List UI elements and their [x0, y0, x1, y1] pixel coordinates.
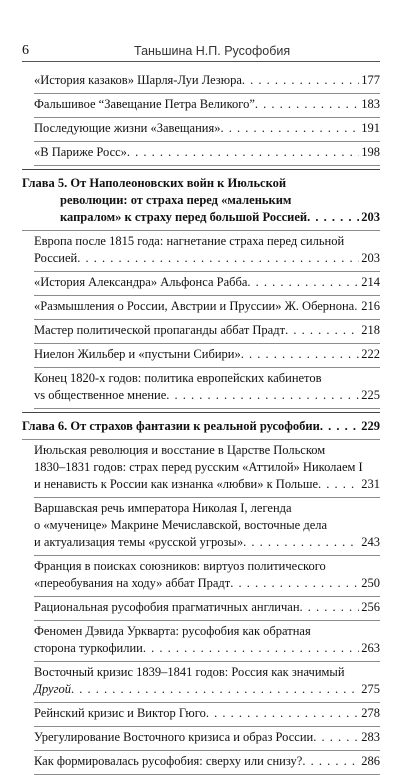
- toc-entry-line: Варшавская речь императора Николая I, легенда: [34, 501, 292, 515]
- leader-dots: [243, 534, 359, 551]
- toc-entry[interactable]: [34, 142, 380, 166]
- toc-entry-page: 243: [361, 535, 380, 549]
- toc-entry-title: сторона туркофилии: [34, 641, 143, 655]
- toc-entry-page: 275: [361, 682, 380, 696]
- chapter-6-title: Глава 6. От страхов фантазии к реальной русофобии: [22, 419, 320, 433]
- toc-entry-title: Россией: [34, 251, 78, 265]
- toc-entry[interactable]: [34, 118, 380, 142]
- toc-entry-line: Европа после 1815 года: нагнетание страха перед сильной: [34, 234, 345, 248]
- toc-entry-page: 283: [361, 730, 380, 744]
- leader-dots: [247, 274, 359, 291]
- toc-entry-last-line: [34, 575, 380, 592]
- toc-entry-title: «Размышления о России, Австрии и Пруссии» Ж. Обернона: [34, 299, 355, 313]
- toc-entry-title: «История Александра» Альфонса Рабба: [34, 275, 248, 289]
- toc-entry-page: 214: [361, 275, 380, 289]
- toc-entry-line: Феномен Дэвида Уркварта: русофобия как обратная: [34, 624, 311, 638]
- toc-entry-last-line: [34, 729, 380, 746]
- toc-entry[interactable]: [34, 344, 380, 368]
- chapter-5-title-line: революции: от страха перед «маленьким: [60, 193, 292, 207]
- chapter-5-title-line: Глава 5. От Наполеоновских войн к Июльской: [22, 176, 287, 190]
- toc-entry-line: 1830–1831 годов: страх перед русским «Аттилой» Николаем I: [34, 460, 363, 474]
- leader-dots: [230, 575, 359, 592]
- toc-section-ch5: [22, 231, 380, 409]
- toc-entry-line: о «мученице» Макрине Мечиславской, восточные дела: [34, 518, 328, 532]
- toc-entry-page: 203: [361, 251, 380, 265]
- toc-entry-title: Урегулирование Восточного кризиса и образ России: [34, 730, 314, 744]
- toc-entry-title: «История казаков» Шарля-Луи Лезюра: [34, 73, 242, 87]
- toc-entry[interactable]: [34, 272, 380, 296]
- toc-entry[interactable]: [34, 296, 380, 320]
- toc-entry-page: 198: [361, 145, 380, 159]
- leader-dots: [241, 346, 360, 363]
- leader-dots: [302, 753, 359, 770]
- toc-entry-title: vs общественное мнение: [34, 388, 167, 402]
- toc-entry-page: 278: [361, 706, 380, 720]
- toc-entry[interactable]: [34, 320, 380, 344]
- leader-dots: [318, 476, 359, 493]
- toc-entry-last-line: [34, 346, 380, 363]
- toc-entry[interactable]: [34, 597, 380, 621]
- toc-entry-last-line: [34, 681, 380, 698]
- toc-entry-last-line: [34, 274, 380, 291]
- toc-entry[interactable]: [34, 70, 380, 94]
- toc-entry-title: и актуализация темы «русской угрозы»: [34, 535, 244, 549]
- toc-entry[interactable]: [34, 662, 380, 703]
- toc-entry-last-line: [34, 250, 380, 267]
- toc-entry-page: 216: [361, 299, 380, 313]
- toc-entry-line: Конец 1820-х годов: политика европейских кабинетов: [34, 371, 322, 385]
- toc-entry-last-line: [34, 72, 380, 89]
- leader-dots: [166, 387, 359, 404]
- toc-entry-last-line: [34, 534, 380, 551]
- toc-entry[interactable]: [34, 440, 380, 498]
- toc-entry-last-line: [34, 640, 380, 657]
- toc-section-ch6: [22, 440, 380, 775]
- leader-dots: [71, 681, 359, 698]
- toc-entry[interactable]: [34, 556, 380, 597]
- toc-entry[interactable]: [34, 621, 380, 662]
- toc-entry-title: Мастер политической пропаганды аббат Прадт: [34, 323, 286, 337]
- leader-dots: [220, 120, 359, 137]
- leader-dots: [77, 250, 359, 267]
- toc-entry[interactable]: [34, 751, 380, 775]
- toc-entry-page: 250: [361, 576, 380, 590]
- toc-entry-last-line: [34, 387, 380, 404]
- toc-entry-page: 177: [361, 73, 380, 87]
- toc-entry-title: и ненависть к России как изнанка «любви» к Польше: [34, 477, 319, 491]
- toc-entry-last-line: [34, 322, 380, 339]
- running-title: Таньшина Н.П. Русофобия: [134, 44, 291, 58]
- toc-entry-title: Другой: [34, 682, 71, 696]
- toc-entry-last-line: [34, 705, 380, 722]
- toc-entry-page: 225: [361, 388, 380, 402]
- toc-entry-line: Франция в поисках союзников: виртуоз политического: [34, 559, 326, 573]
- toc-entry-page: 263: [361, 641, 380, 655]
- leader-dots: [307, 209, 359, 226]
- toc-entry-title: Последующие жизни «Завещания»: [34, 121, 221, 135]
- toc-entry-title: Ниелон Жильбер и «пустыни Сибири»: [34, 347, 241, 361]
- leader-dots: [206, 705, 359, 722]
- toc-entry-title: «В Париже Росс»: [34, 145, 127, 159]
- toc-entry-page: 218: [361, 323, 380, 337]
- chapter-5-heading[interactable]: [22, 170, 380, 231]
- chapter-5-title-line: капралом» к страху перед большой Россией: [60, 210, 308, 224]
- leader-dots: [313, 729, 359, 746]
- toc-entry-title: Рациональная русофобия прагматичных англичан: [34, 600, 300, 614]
- toc-entry-page: 222: [361, 347, 380, 361]
- leader-dots: [143, 640, 359, 657]
- chapter-6-heading[interactable]: [22, 413, 380, 440]
- leader-dots: [320, 418, 359, 435]
- toc-entry-page: 183: [361, 97, 380, 111]
- toc-section-ch4-tail: [22, 70, 380, 166]
- toc-entry-title: Рейнский кризис и Виктор Гюго: [34, 706, 206, 720]
- toc-entry[interactable]: [34, 498, 380, 556]
- toc-entry-last-line: [34, 298, 380, 315]
- leader-dots: [255, 96, 359, 113]
- toc-entry-title: Как формировалась русофобия: сверху или снизу?: [34, 754, 303, 768]
- leader-dots: [285, 322, 359, 339]
- toc-entry-last-line: [34, 144, 380, 161]
- toc-entry-last-line: [34, 96, 380, 113]
- toc-entry-last-line: [34, 753, 380, 770]
- running-header: [22, 43, 380, 62]
- toc-entry-page: 286: [361, 754, 380, 768]
- toc-entry[interactable]: [34, 368, 380, 409]
- toc-entry[interactable]: [34, 703, 380, 727]
- toc-entry-last-line: [34, 120, 380, 137]
- chapter-5-page: 203: [361, 210, 380, 224]
- page-number: 6: [22, 43, 29, 58]
- toc-entry[interactable]: [34, 231, 380, 272]
- table-of-contents: [22, 70, 380, 775]
- toc-entry-last-line: [34, 476, 380, 493]
- toc-entry[interactable]: [34, 94, 380, 118]
- toc-entry-line: Июльская революция и восстание в Царстве Польском: [34, 443, 326, 457]
- toc-entry-title: Фальшивое “Завещание Петра Великого”: [34, 97, 255, 111]
- toc-entry-page: 191: [361, 121, 380, 135]
- toc-entry-line: Восточный кризис 1839–1841 годов: Россия как значимый: [34, 665, 345, 679]
- toc-entry-page: 256: [361, 600, 380, 614]
- leader-dots: [300, 599, 360, 616]
- leader-dots: [242, 72, 359, 89]
- chapter-6-page: 229: [361, 419, 380, 433]
- leader-dots: [127, 144, 359, 161]
- toc-entry-title: «переобувания на ходу» аббат Прадт: [34, 576, 231, 590]
- toc-entry-last-line: [34, 599, 380, 616]
- toc-entry-page: 231: [361, 477, 380, 491]
- toc-entry[interactable]: [34, 727, 380, 751]
